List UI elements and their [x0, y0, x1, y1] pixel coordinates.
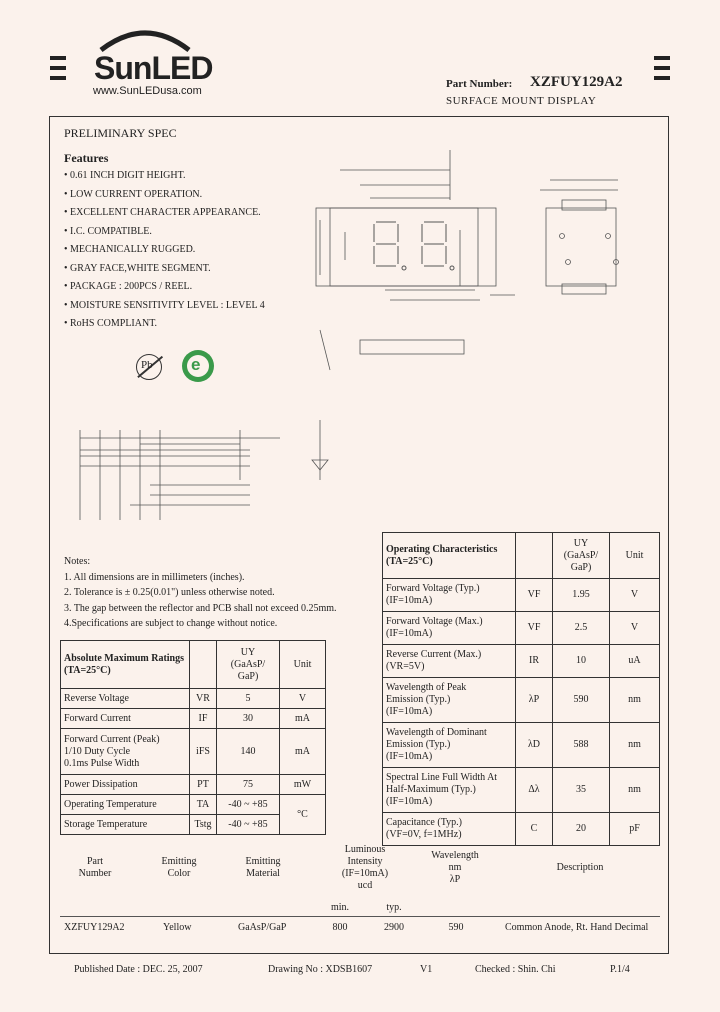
op-char-col-unit: Unit	[610, 533, 660, 579]
op-char-title-cell	[383, 533, 516, 579]
feature-item: • I.C. COMPATIBLE.	[64, 225, 152, 237]
parts-h-part: Part Number	[78, 856, 112, 879]
parts-h-desc: Description	[556, 862, 604, 873]
note-item: 2. Tolerance is ± 0.25(0.01") unless otherwise noted.	[64, 587, 275, 598]
table-row: Reverse Current (Max.) (VR=5V) IR 10 uA	[383, 645, 660, 678]
op-char-condition: (TA=25°C)	[386, 555, 433, 567]
package-drawing	[300, 140, 630, 380]
table-row: Forward Current IF 30 mA	[61, 709, 326, 729]
parts-row-color: Yellow	[163, 922, 192, 933]
feature-item: • PACKAGE : 200PCS / REEL.	[64, 281, 193, 292]
parts-row-desc: Common Anode, Rt. Hand Decimal	[505, 922, 649, 933]
website: www.SunLEDusa.com	[93, 85, 202, 97]
table-row: Forward Voltage (Max.) (IF=10mA) VF 2.5 V	[383, 612, 660, 645]
eco-recycle-icon: e	[182, 350, 214, 382]
footer-page: P.1/4	[610, 964, 630, 975]
table-row: Storage Temperature Tstg -40 ~ +85	[61, 815, 326, 835]
parts-h-material: Emitting Material	[245, 856, 281, 879]
side-mark-left	[50, 56, 66, 80]
notes-heading: Notes:	[64, 556, 91, 567]
feature-item: • 0.61 INCH DIGIT HEIGHT.	[64, 170, 186, 181]
parts-row-part: XZFUY129A2	[64, 922, 125, 933]
op-char-col-uy: UY (GaAsP/ GaP)	[553, 533, 610, 579]
parts-h-color: Emitting Color	[161, 856, 197, 879]
table-row: Wavelength of Peak Emission (Typ.) (IF=10mA) λP 590 nm	[383, 678, 660, 723]
abs-max-title: Absolute Maximum Ratings	[64, 652, 185, 664]
parts-typ: typ.	[386, 902, 402, 913]
note-item: 4.Specifications are subject to change without notice.	[64, 618, 278, 629]
feature-item: • MECHANICALLY RUGGED.	[64, 244, 196, 255]
footer-drawing: Drawing No : XDSB1607	[268, 964, 373, 975]
table-row: Forward Voltage (Typ.) (IF=10mA) VF 1.95 V	[383, 579, 660, 612]
parts-row-typ: 2900	[384, 922, 404, 933]
parts-row-wave: 590	[448, 922, 464, 933]
circuit-diagram	[70, 390, 350, 540]
logo-arc	[95, 20, 195, 52]
abs-max-col-unit: Unit	[280, 641, 326, 689]
parts-row-min: 800	[332, 922, 348, 933]
op-char-title: Operating Characteristics	[386, 543, 498, 555]
parts-h-lum: Luminous Intensity (IF=10mA) ucd	[341, 844, 389, 891]
feature-item: • EXCELLENT CHARACTER APPEARANCE.	[64, 207, 261, 218]
table-row: Spectral Line Full Width At Half-Maximum (Typ.) (IF=10mA) Δλ 35 nm	[383, 768, 660, 813]
feature-item: • LOW CURRENT OPERATION.	[64, 188, 203, 200]
op-char-table	[382, 532, 660, 846]
table-row: Forward Current (Peak) 1/10 Duty Cycle 0.1ms Pulse Width iFS 140 mA	[61, 729, 326, 775]
parts-divider	[60, 916, 660, 917]
table-row: Power Dissipation PT 75 mW	[61, 775, 326, 795]
spec-title: PRELIMINARY SPEC	[64, 126, 177, 140]
notes	[64, 556, 374, 634]
feature-item: • MOISTURE SENSITIVITY LEVEL : LEVEL 4	[64, 299, 265, 311]
pb-free-icon: Pb	[136, 354, 162, 380]
part-number-label: Part Number:	[446, 78, 513, 90]
brand-logo: SunLED	[94, 50, 213, 86]
table-row: Capacitance (Typ.) (VF=0V, f=1MHz) C 20 pF	[383, 813, 660, 846]
side-mark-right	[654, 56, 670, 80]
abs-max-table	[60, 640, 326, 835]
table-row: Wavelength of Dominant Emission (Typ.) (IF=10mA) λD 588 nm	[383, 723, 660, 768]
note-item: 3. The gap between the reflector and PCB shall not exceed 0.25mm.	[64, 602, 337, 614]
feature-item: • RoHS COMPLIANT.	[64, 318, 158, 329]
footer-checked: Checked : Shin. Chi	[475, 964, 556, 975]
abs-max-title-cell	[61, 641, 190, 689]
note-item: 1. All dimensions are in millimeters (inches).	[64, 571, 245, 583]
feature-item: • GRAY FACE,WHITE SEGMENT.	[64, 262, 211, 274]
features-heading: Features	[64, 151, 109, 165]
parts-min: min.	[330, 902, 350, 913]
part-number: XZFUY129A2	[530, 74, 623, 90]
table-row: Reverse Voltage VR 5 V	[61, 689, 326, 709]
footer-version: V1	[420, 964, 433, 975]
product-type: SURFACE MOUNT DISPLAY	[446, 95, 597, 107]
parts-h-wave: Wavelength nm λP	[431, 850, 479, 885]
footer-published: Published Date : DEC. 25, 2007	[74, 964, 203, 975]
abs-max-col-uy: UY (GaAsP/ GaP)	[217, 641, 280, 689]
table-row: Operating Temperature TA -40 ~ +85 °C	[61, 795, 326, 815]
parts-row-material: GaAsP/GaP	[238, 922, 287, 933]
abs-max-condition: (TA=25°C)	[64, 664, 111, 676]
